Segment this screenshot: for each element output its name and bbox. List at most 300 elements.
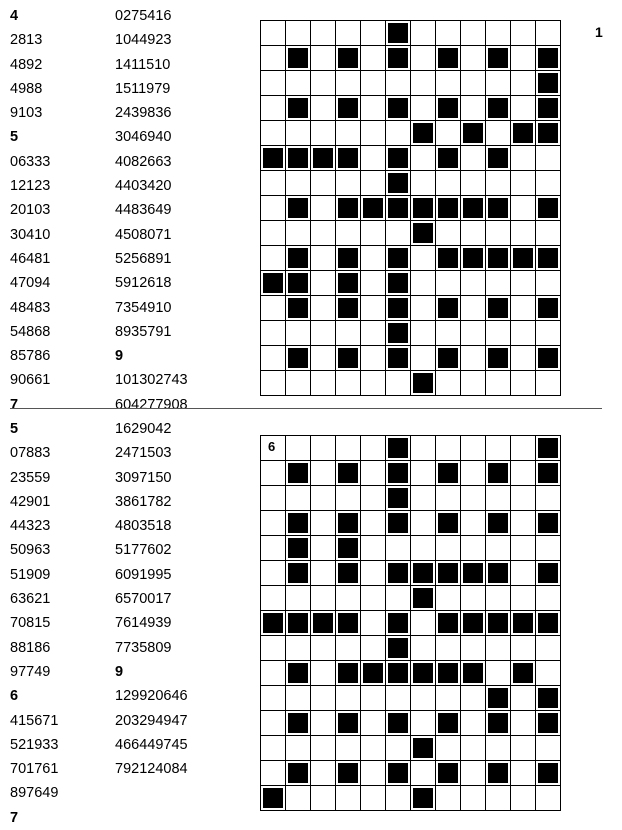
- grid-cell[interactable]: [335, 785, 361, 811]
- grid-cell[interactable]: [360, 635, 386, 661]
- grid-cell[interactable]: [460, 145, 486, 171]
- puzzle-1: [0, 0, 622, 413]
- grid-cell[interactable]: [260, 535, 286, 561]
- grid-cell-black: [310, 610, 336, 636]
- grid-cell[interactable]: [460, 270, 486, 296]
- grid-cell[interactable]: [535, 585, 561, 611]
- grid-cell[interactable]: [510, 685, 536, 711]
- grid-cell[interactable]: [485, 20, 511, 46]
- grid-cell[interactable]: [460, 535, 486, 561]
- puzzle-number: 1: [595, 24, 603, 40]
- grid-cell[interactable]: [535, 785, 561, 811]
- grid-cell[interactable]: [360, 460, 386, 486]
- grid-cell[interactable]: [385, 535, 411, 561]
- grid-cell[interactable]: [310, 485, 336, 511]
- grid-cell[interactable]: [510, 760, 536, 786]
- grid-cell[interactable]: [510, 295, 536, 321]
- grid-cell[interactable]: [535, 170, 561, 196]
- grid-cell[interactable]: [360, 610, 386, 636]
- grid-cell[interactable]: [310, 585, 336, 611]
- grid-cell[interactable]: [360, 170, 386, 196]
- grid-cell[interactable]: [410, 145, 436, 171]
- grid-cell[interactable]: [310, 560, 336, 586]
- grid-cell[interactable]: [260, 70, 286, 96]
- grid-cell[interactable]: [510, 95, 536, 121]
- grid-cell[interactable]: [360, 485, 386, 511]
- grid-cell[interactable]: [535, 220, 561, 246]
- grid-cell[interactable]: [360, 510, 386, 536]
- grid-cell[interactable]: [310, 635, 336, 661]
- grid-cell[interactable]: [285, 685, 311, 711]
- grid-cell[interactable]: [510, 635, 536, 661]
- grid-cell[interactable]: [460, 295, 486, 321]
- grid-cell[interactable]: [260, 45, 286, 71]
- grid-cell[interactable]: [535, 20, 561, 46]
- grid-cell[interactable]: [510, 170, 536, 196]
- grid-cell[interactable]: [510, 20, 536, 46]
- grid-cell[interactable]: [310, 685, 336, 711]
- grid-cell[interactable]: [460, 170, 486, 196]
- grid-cell[interactable]: [285, 485, 311, 511]
- grid-cell[interactable]: [435, 585, 461, 611]
- grid-cell[interactable]: [310, 120, 336, 146]
- number-entry: 4892: [10, 56, 43, 73]
- grid-cell[interactable]: [460, 760, 486, 786]
- grid-cell[interactable]: [435, 785, 461, 811]
- grid-cell[interactable]: [410, 760, 436, 786]
- grid-cell[interactable]: [360, 735, 386, 761]
- grid-cell[interactable]: [410, 460, 436, 486]
- grid-cell[interactable]: [485, 435, 511, 461]
- grid-cell[interactable]: [435, 20, 461, 46]
- grid-cell[interactable]: [310, 660, 336, 686]
- grid-cell[interactable]: [410, 170, 436, 196]
- grid-cell[interactable]: [310, 435, 336, 461]
- grid-cell[interactable]: [310, 370, 336, 396]
- grid-cell-black: [385, 610, 411, 636]
- grid-cell[interactable]: [485, 320, 511, 346]
- grid-cell[interactable]: [260, 635, 286, 661]
- grid-cell[interactable]: [360, 70, 386, 96]
- grid-cell[interactable]: [410, 510, 436, 536]
- grid-cell[interactable]: [260, 760, 286, 786]
- grid-cell[interactable]: [510, 270, 536, 296]
- grid-cell[interactable]: [410, 270, 436, 296]
- grid-cell[interactable]: [360, 20, 386, 46]
- grid-cell[interactable]: [360, 560, 386, 586]
- grid-cell[interactable]: [335, 320, 361, 346]
- grid-cell[interactable]: [435, 685, 461, 711]
- grid-cell-black: [485, 95, 511, 121]
- grid-cell[interactable]: [285, 70, 311, 96]
- grid-cell[interactable]: [510, 485, 536, 511]
- grid-cell-black: [535, 460, 561, 486]
- grid-cell[interactable]: [335, 735, 361, 761]
- grid-cell[interactable]: [510, 735, 536, 761]
- grid-cell[interactable]: [510, 195, 536, 221]
- grid-cell[interactable]: [310, 195, 336, 221]
- grid-cell-black: [410, 785, 436, 811]
- grid-cell[interactable]: [310, 460, 336, 486]
- grid-cell[interactable]: [310, 45, 336, 71]
- grid-cell-black: [460, 195, 486, 221]
- grid-cell[interactable]: [485, 120, 511, 146]
- number-entry: 3861782: [115, 493, 172, 510]
- grid-cell-black: [385, 270, 411, 296]
- grid-cell-black: [485, 760, 511, 786]
- grid-cell[interactable]: [335, 485, 361, 511]
- grid-cell[interactable]: [460, 45, 486, 71]
- grid-cell[interactable]: [410, 245, 436, 271]
- grid-cell[interactable]: [435, 220, 461, 246]
- crossword-grid[interactable]: [260, 435, 585, 810]
- grid-cell[interactable]: [410, 295, 436, 321]
- grid-cell[interactable]: [260, 685, 286, 711]
- grid-cell-black: [360, 195, 386, 221]
- grid-cell[interactable]: [535, 485, 561, 511]
- grid-cell[interactable]: [285, 635, 311, 661]
- grid-cell[interactable]: [360, 370, 386, 396]
- grid-cell-black: [335, 535, 361, 561]
- grid-cell[interactable]: [485, 785, 511, 811]
- grid-cell[interactable]: [360, 585, 386, 611]
- grid-cell[interactable]: [460, 710, 486, 736]
- grid-cell[interactable]: [510, 560, 536, 586]
- number-entry: 8935791: [115, 323, 172, 340]
- grid-cell[interactable]: [510, 535, 536, 561]
- grid-cell[interactable]: [285, 585, 311, 611]
- grid-cell[interactable]: [535, 635, 561, 661]
- grid-cell[interactable]: [485, 270, 511, 296]
- grid-cell[interactable]: [510, 45, 536, 71]
- grid-cell[interactable]: [510, 70, 536, 96]
- grid-cell[interactable]: [335, 120, 361, 146]
- grid-cell-black: [385, 170, 411, 196]
- grid-cell[interactable]: [260, 195, 286, 221]
- grid-cell[interactable]: [360, 345, 386, 371]
- grid-cell[interactable]: [435, 270, 461, 296]
- puzzle-2: [0, 413, 622, 826]
- grid-cell[interactable]: [310, 95, 336, 121]
- number-entry: 23559: [10, 469, 51, 486]
- grid-cell[interactable]: [510, 220, 536, 246]
- grid-cell[interactable]: [310, 735, 336, 761]
- grid-cell-black: [535, 345, 561, 371]
- grid-cell[interactable]: [535, 735, 561, 761]
- grid-cell[interactable]: [410, 70, 436, 96]
- grid-cell[interactable]: [360, 245, 386, 271]
- grid-cell[interactable]: [385, 70, 411, 96]
- grid-cell[interactable]: [260, 435, 286, 461]
- grid-cell[interactable]: [310, 760, 336, 786]
- grid-cell[interactable]: [260, 95, 286, 121]
- grid-cell-black: [335, 710, 361, 736]
- grid-cell-black: [510, 610, 536, 636]
- grid-cell[interactable]: [360, 220, 386, 246]
- grid-cell[interactable]: [510, 145, 536, 171]
- grid-cell[interactable]: [410, 345, 436, 371]
- grid-cell-black: [335, 45, 361, 71]
- grid-cell[interactable]: [310, 785, 336, 811]
- grid-cell[interactable]: [485, 635, 511, 661]
- number-entry: 42901: [10, 493, 51, 510]
- number-entry: 90661: [10, 372, 51, 389]
- grid-cell[interactable]: [410, 710, 436, 736]
- grid-cell[interactable]: [260, 510, 286, 536]
- grid-cell[interactable]: [410, 45, 436, 71]
- grid-cell[interactable]: [360, 45, 386, 71]
- grid-cell[interactable]: [360, 760, 386, 786]
- grid-cell[interactable]: [460, 370, 486, 396]
- number-entry: 7614939: [115, 615, 172, 632]
- grid-cell-black: [485, 245, 511, 271]
- grid-cell[interactable]: [510, 370, 536, 396]
- grid-cell[interactable]: [285, 785, 311, 811]
- grid-cell[interactable]: [360, 685, 386, 711]
- grid-cell[interactable]: [510, 585, 536, 611]
- grid-cell[interactable]: [460, 510, 486, 536]
- grid-cell[interactable]: [360, 435, 386, 461]
- grid-cell[interactable]: [260, 345, 286, 371]
- grid-cell[interactable]: [285, 435, 311, 461]
- grid-cell[interactable]: [285, 20, 311, 46]
- grid-cell[interactable]: [260, 220, 286, 246]
- grid-cell[interactable]: [260, 710, 286, 736]
- grid-cell-black: [435, 460, 461, 486]
- grid-cell-black: [335, 660, 361, 686]
- grid-cell[interactable]: [335, 370, 361, 396]
- grid-cell[interactable]: [310, 710, 336, 736]
- grid-cell[interactable]: [460, 585, 486, 611]
- grid-cell[interactable]: [285, 120, 311, 146]
- grid-cell[interactable]: [410, 435, 436, 461]
- number-entry: 44323: [10, 518, 51, 535]
- grid-cell[interactable]: [360, 710, 386, 736]
- grid-cell[interactable]: [435, 435, 461, 461]
- grid-cell[interactable]: [410, 95, 436, 121]
- grid-cell[interactable]: [535, 320, 561, 346]
- grid-cell-black: [260, 610, 286, 636]
- grid-cell[interactable]: [335, 70, 361, 96]
- grid-cell[interactable]: [410, 535, 436, 561]
- grid-cell[interactable]: [535, 270, 561, 296]
- grid-cell[interactable]: [460, 220, 486, 246]
- grid-cell[interactable]: [335, 20, 361, 46]
- grid-cell[interactable]: [460, 320, 486, 346]
- grid-cell[interactable]: [360, 295, 386, 321]
- grid-cell[interactable]: [285, 735, 311, 761]
- grid-cell[interactable]: [460, 345, 486, 371]
- grid-cell[interactable]: [260, 735, 286, 761]
- number-entry: 50963: [10, 542, 51, 559]
- grid-cell[interactable]: [510, 785, 536, 811]
- grid-cell-black: [385, 145, 411, 171]
- grid-cell-black: [460, 610, 486, 636]
- grid-cell[interactable]: [285, 320, 311, 346]
- grid-cell[interactable]: [460, 785, 486, 811]
- grid-cell[interactable]: [535, 660, 561, 686]
- grid-cell[interactable]: [310, 170, 336, 196]
- grid-cell[interactable]: [435, 320, 461, 346]
- grid-cell[interactable]: [385, 735, 411, 761]
- grid-cell[interactable]: [535, 145, 561, 171]
- grid-cell[interactable]: [335, 635, 361, 661]
- grid-cell[interactable]: [535, 535, 561, 561]
- number-entry: 5912618: [115, 275, 172, 292]
- grid-cell[interactable]: [335, 585, 361, 611]
- grid-cell[interactable]: [310, 510, 336, 536]
- grid-cell[interactable]: [510, 435, 536, 461]
- grid-cell-black: [385, 45, 411, 71]
- grid-cell[interactable]: [260, 170, 286, 196]
- grid-cell[interactable]: [335, 685, 361, 711]
- grid-cell[interactable]: [485, 70, 511, 96]
- grid-cell-black: [435, 345, 461, 371]
- grid-cell[interactable]: [460, 485, 486, 511]
- grid-cell[interactable]: [460, 70, 486, 96]
- grid-cell[interactable]: [285, 220, 311, 246]
- grid-cell[interactable]: [510, 510, 536, 536]
- number-entry: 792124084: [115, 761, 188, 778]
- grid-cell[interactable]: [460, 685, 486, 711]
- grid-cell[interactable]: [485, 170, 511, 196]
- grid-cell[interactable]: [260, 20, 286, 46]
- grid-cell[interactable]: [310, 270, 336, 296]
- grid-cell[interactable]: [485, 735, 511, 761]
- grid-cell[interactable]: [260, 560, 286, 586]
- grid-cell[interactable]: [310, 320, 336, 346]
- number-entry: 2471503: [115, 445, 172, 462]
- grid-cell[interactable]: [410, 485, 436, 511]
- grid-cell[interactable]: [310, 535, 336, 561]
- grid-cell[interactable]: [435, 635, 461, 661]
- grid-cell[interactable]: [360, 120, 386, 146]
- grid-cell[interactable]: [385, 685, 411, 711]
- grid-cell[interactable]: [360, 785, 386, 811]
- grid-cell[interactable]: [485, 370, 511, 396]
- grid-cell[interactable]: [335, 435, 361, 461]
- grid-cell[interactable]: [260, 485, 286, 511]
- grid-cell[interactable]: [335, 220, 361, 246]
- grid-cell[interactable]: [310, 220, 336, 246]
- grid-cell[interactable]: [485, 220, 511, 246]
- grid-cell[interactable]: [435, 370, 461, 396]
- grid-cell[interactable]: [385, 120, 411, 146]
- grid-cell[interactable]: [385, 220, 411, 246]
- grid-cell-black: [285, 710, 311, 736]
- grid-cell[interactable]: [460, 20, 486, 46]
- grid-cell[interactable]: [260, 370, 286, 396]
- crossword-grid[interactable]: [260, 20, 585, 395]
- grid-cell[interactable]: [410, 320, 436, 346]
- grid-cell[interactable]: [385, 370, 411, 396]
- grid-cell[interactable]: [285, 170, 311, 196]
- grid-cell[interactable]: [435, 120, 461, 146]
- grid-cell[interactable]: [360, 535, 386, 561]
- grid-cell[interactable]: [385, 785, 411, 811]
- grid-cell[interactable]: [310, 245, 336, 271]
- number-entry: 129920646: [115, 688, 188, 705]
- grid-cell[interactable]: [260, 320, 286, 346]
- grid-cell[interactable]: [485, 485, 511, 511]
- grid-cell[interactable]: [310, 295, 336, 321]
- grid-cell[interactable]: [435, 485, 461, 511]
- grid-cell[interactable]: [310, 20, 336, 46]
- grid-cell[interactable]: [435, 535, 461, 561]
- grid-cell[interactable]: [460, 735, 486, 761]
- length-header: 5: [10, 421, 19, 437]
- grid-cell-black: [535, 70, 561, 96]
- number-entry: 5256891: [115, 250, 172, 267]
- grid-cell[interactable]: [410, 610, 436, 636]
- grid-cell[interactable]: [460, 95, 486, 121]
- grid-cell[interactable]: [435, 70, 461, 96]
- grid-cell[interactable]: [510, 345, 536, 371]
- grid-cell-black: [485, 510, 511, 536]
- grid-cell[interactable]: [410, 635, 436, 661]
- grid-cell[interactable]: [510, 710, 536, 736]
- grid-cell[interactable]: [485, 535, 511, 561]
- number-entry: 1629042: [115, 421, 172, 437]
- grid-cell[interactable]: [335, 170, 361, 196]
- grid-cell[interactable]: [435, 170, 461, 196]
- grid-cell-black: [535, 120, 561, 146]
- grid-cell[interactable]: [285, 370, 311, 396]
- grid-cell[interactable]: [260, 460, 286, 486]
- grid-cell[interactable]: [260, 120, 286, 146]
- grid-cell[interactable]: [485, 585, 511, 611]
- grid-cell[interactable]: [360, 145, 386, 171]
- grid-cell-black: [485, 710, 511, 736]
- grid-cell[interactable]: [410, 685, 436, 711]
- grid-cell[interactable]: [510, 320, 536, 346]
- grid-cell-black: [335, 510, 361, 536]
- grid-cell[interactable]: [485, 660, 511, 686]
- grid-cell[interactable]: [460, 635, 486, 661]
- grid-cell[interactable]: [510, 460, 536, 486]
- grid-cell[interactable]: [310, 345, 336, 371]
- grid-cell[interactable]: [410, 20, 436, 46]
- grid-cell[interactable]: [360, 95, 386, 121]
- grid-cell-black: [260, 270, 286, 296]
- grid-cell-black: [385, 510, 411, 536]
- grid-cell[interactable]: [260, 660, 286, 686]
- grid-cell[interactable]: [460, 460, 486, 486]
- grid-cell-black: [460, 660, 486, 686]
- number-entry: 604277908: [115, 396, 188, 413]
- grid-cell-black: [385, 345, 411, 371]
- grid-cell[interactable]: [535, 370, 561, 396]
- grid-cell-black: [435, 610, 461, 636]
- grid-cell-black: [435, 710, 461, 736]
- number-entry: 07883: [10, 445, 51, 462]
- grid-cell[interactable]: [260, 295, 286, 321]
- grid-cell[interactable]: [435, 735, 461, 761]
- grid-cell[interactable]: [310, 70, 336, 96]
- grid-cell-black: [310, 145, 336, 171]
- grid-cell[interactable]: [260, 585, 286, 611]
- grid-cell-black: [410, 560, 436, 586]
- grid-cell[interactable]: [460, 435, 486, 461]
- grid-cell[interactable]: [360, 270, 386, 296]
- grid-cell-black: [285, 345, 311, 371]
- grid-cell[interactable]: [260, 245, 286, 271]
- grid-cell-black: [435, 45, 461, 71]
- grid-cell[interactable]: [360, 320, 386, 346]
- grid-cell-black: [510, 120, 536, 146]
- grid-cell[interactable]: [385, 585, 411, 611]
- puzzle-number: 6: [268, 439, 276, 454]
